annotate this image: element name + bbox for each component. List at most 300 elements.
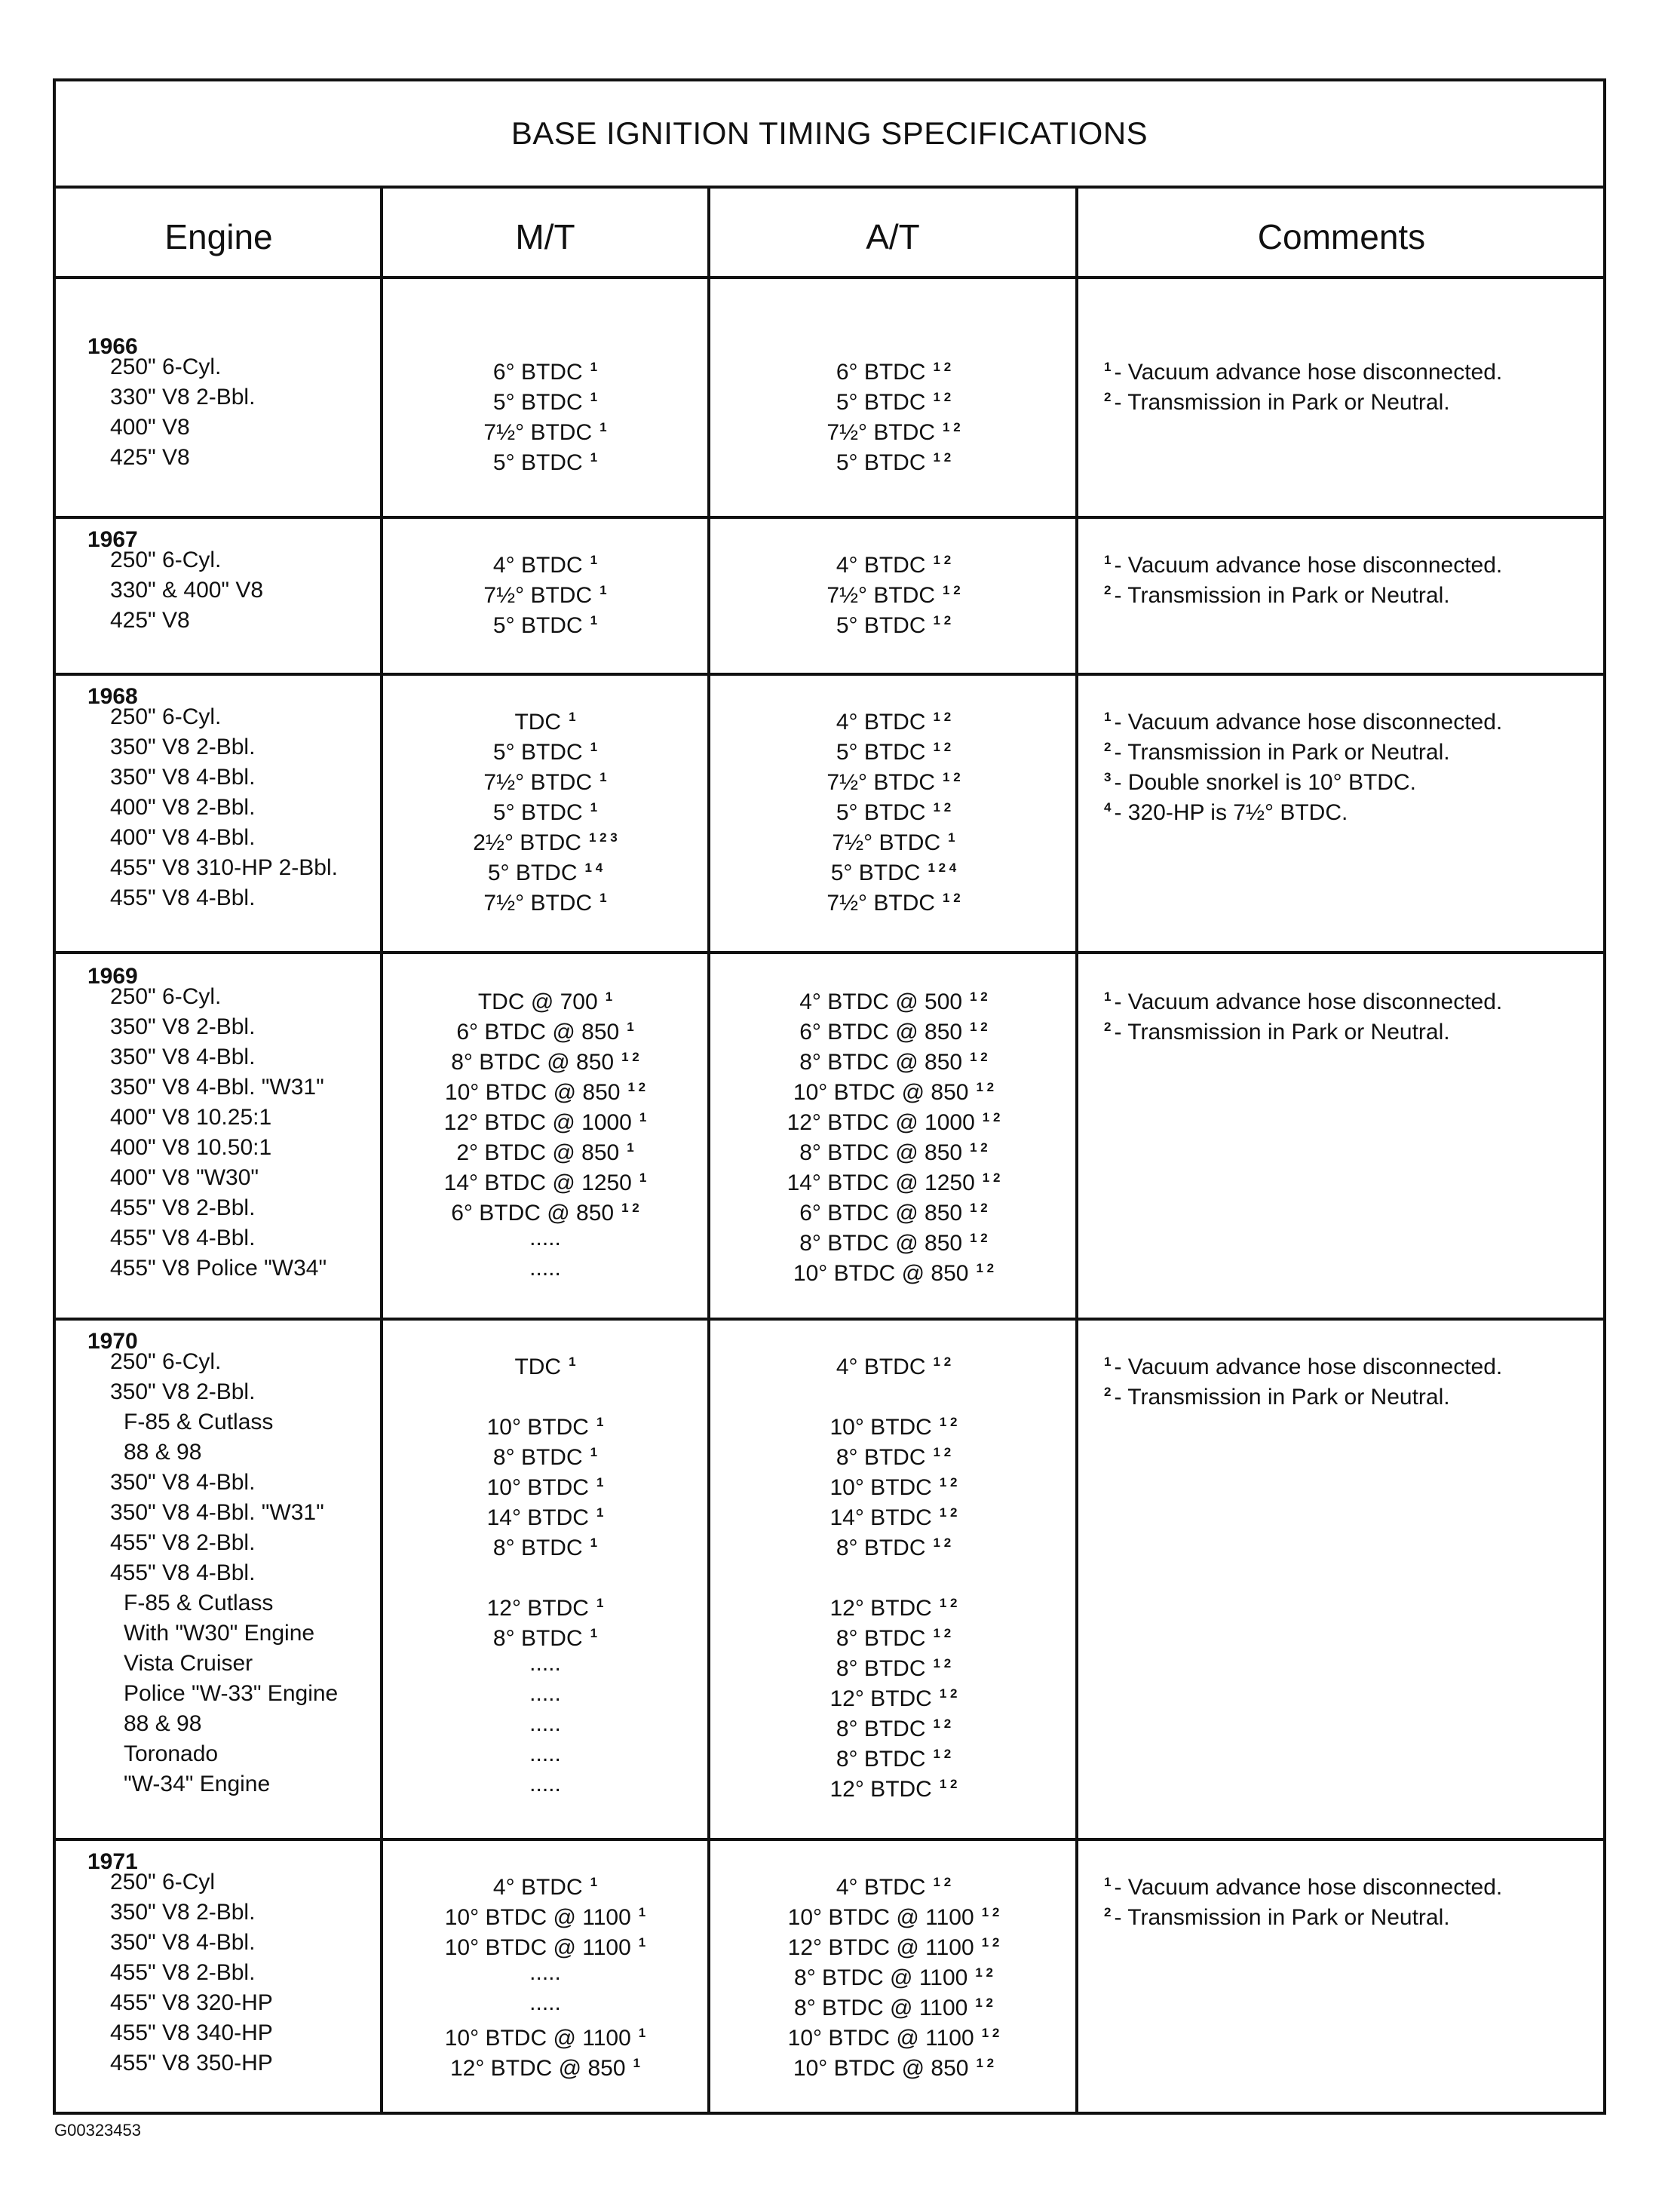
mt-value-row xyxy=(383,606,707,636)
year-label: 1971 xyxy=(87,1849,138,1874)
at-timing: 5° BTDC xyxy=(836,740,926,765)
at-timing: 12° BTDC xyxy=(829,1686,932,1711)
footnote-ref: 1 xyxy=(590,1875,598,1889)
mt-value-row xyxy=(383,1988,707,2018)
footnote-ref: 1 xyxy=(596,1475,604,1489)
at-value-row xyxy=(710,1163,1077,1193)
footnote-text: - Transmission in Park or Neutral. xyxy=(1114,1385,1450,1410)
engine-name: F-85 & Cutlass xyxy=(124,1591,274,1615)
mt-timing: 5° BTDC xyxy=(492,390,583,415)
footnote-ref: 1 2 xyxy=(982,1110,1001,1124)
mt-value-row xyxy=(383,762,707,793)
mt-value-row xyxy=(383,1163,707,1193)
engine-name: 350" V8 2-Bbl. xyxy=(110,1379,256,1404)
engine-name: 250" 6-Cyl xyxy=(110,1870,216,1894)
footnote-ref: 1 xyxy=(590,740,598,754)
mt-timing: 12° BTDC @ 850 xyxy=(449,2056,626,2081)
table-title: BASE IGNITION TIMING SPECIFICATIONS xyxy=(511,115,1148,151)
at-value-row xyxy=(710,545,1077,578)
footnote-ref: 1 xyxy=(599,770,607,784)
at-value-row xyxy=(710,1898,1077,1928)
at-value-row xyxy=(710,1867,1077,1898)
footnote-ref: 1 2 xyxy=(933,1445,952,1459)
comment-note xyxy=(1104,545,1503,578)
mt-value-row xyxy=(383,1223,707,1253)
footnote-text: - Transmission in Park or Neutral. xyxy=(1114,583,1450,608)
year-block-1968 xyxy=(56,676,1603,954)
engine-name: Vista Cruiser xyxy=(124,1651,253,1676)
mt-value-row xyxy=(383,702,707,735)
mt-timing: ..... xyxy=(529,1772,561,1796)
comment-note xyxy=(1104,1012,1502,1045)
mt-timing: TDC @ 700 xyxy=(477,989,598,1014)
mt-timing: 2½° BTDC xyxy=(473,830,581,855)
year-block-1969 xyxy=(56,954,1603,1321)
year-label: 1970 xyxy=(87,1329,138,1354)
at-timing: 5° BTDC xyxy=(830,861,921,885)
mt-timing: 6° BTDC @ 850 xyxy=(451,1201,615,1226)
footnote-ref: 1 xyxy=(627,1020,634,1034)
footnote-ref: 1 2 xyxy=(970,1231,988,1245)
at-timing: 14° BTDC xyxy=(829,1505,932,1530)
footnote-number: 2 xyxy=(1104,390,1112,404)
at-timing: 8° BTDC xyxy=(836,1717,926,1741)
mt-value-row xyxy=(383,1377,707,1407)
at-timing: 4° BTDC @ 500 xyxy=(799,989,963,1014)
at-timing: 6° BTDC @ 850 xyxy=(799,1020,963,1045)
engine-name: 350" V8 2-Bbl. xyxy=(110,1014,256,1039)
mt-timing: 2° BTDC @ 850 xyxy=(456,1140,620,1165)
at-value-row xyxy=(710,762,1077,793)
footnote-ref: 1 2 xyxy=(939,1686,958,1701)
at-value-row xyxy=(710,1928,1077,1958)
at-value-row xyxy=(710,1407,1077,1440)
at-value-row xyxy=(710,982,1077,1012)
engine-name: 350" V8 4-Bbl. xyxy=(110,765,256,790)
at-timing: 10° BTDC xyxy=(829,1415,932,1440)
footnote-text: - Transmission in Park or Neutral. xyxy=(1114,740,1450,765)
mt-value-row xyxy=(383,1193,707,1226)
footnote-ref: 1 2 xyxy=(933,1656,952,1671)
engine-name: F-85 & Cutlass xyxy=(124,1410,274,1434)
comment-list xyxy=(1104,352,1502,413)
comment-note xyxy=(1104,793,1502,823)
footnote-ref: 1 xyxy=(599,583,607,597)
mt-timing: 7½° BTDC xyxy=(483,583,593,608)
at-timing: 10° BTDC xyxy=(829,1475,932,1500)
mt-timing: 5° BTDC xyxy=(492,613,583,638)
at-timing: 8° BTDC @ 850 xyxy=(799,1050,963,1075)
at-list xyxy=(710,982,1077,1284)
engine-list xyxy=(87,982,327,1284)
footnote-text: - Vacuum advance hose disconnected. xyxy=(1114,1875,1503,1900)
footnote-ref: 1 xyxy=(627,1140,634,1155)
engine-name: 400" V8 10.50:1 xyxy=(110,1135,272,1160)
footnote-ref: 1 xyxy=(596,1505,604,1520)
at-value-row xyxy=(710,793,1077,823)
at-list xyxy=(710,545,1077,636)
at-timing: 7½° BTDC xyxy=(826,770,936,795)
mt-timing: 8° BTDC xyxy=(492,1536,583,1560)
at-timing: 5° BTDC xyxy=(836,450,926,475)
mt-timing: 10° BTDC @ 1100 xyxy=(444,2026,631,2051)
at-timing: 10° BTDC @ 1100 xyxy=(787,1905,974,1930)
engine-name: 250" 6-Cyl. xyxy=(110,1349,222,1374)
footnote-text: - Transmission in Park or Neutral. xyxy=(1114,390,1450,415)
engine-name: 425" V8 xyxy=(110,608,190,633)
mt-list xyxy=(383,1347,707,1799)
mt-timing: ..... xyxy=(529,1711,561,1736)
footnote-ref: 1 2 xyxy=(975,1996,993,2010)
engine-name: 455" V8 Police "W34" xyxy=(110,1256,327,1281)
engine-name: 350" V8 4-Bbl. xyxy=(110,1470,256,1495)
mt-value-row xyxy=(383,793,707,823)
at-timing: 8° BTDC @ 1100 xyxy=(794,1996,968,2020)
footnote-ref: 1 2 xyxy=(975,1965,993,1980)
footnote-ref: 1 xyxy=(599,420,607,434)
at-timing: 8° BTDC xyxy=(836,1536,926,1560)
mt-value-row xyxy=(383,2018,707,2051)
at-value-row xyxy=(710,1528,1077,1558)
engine-name: Police "W-33" Engine xyxy=(124,1681,339,1706)
at-value-row xyxy=(710,1133,1077,1163)
footnote-text: - Transmission in Park or Neutral. xyxy=(1114,1905,1450,1930)
mt-value-row xyxy=(383,1103,707,1133)
mt-value-row xyxy=(383,1588,707,1621)
at-value-row xyxy=(710,1498,1077,1528)
at-value-row xyxy=(710,1377,1077,1407)
comment-list xyxy=(1104,1867,1502,1928)
mt-value-row xyxy=(383,413,707,443)
at-value-row xyxy=(710,1193,1077,1226)
footnote-number: 2 xyxy=(1104,1905,1112,1919)
footnote-ref: 1 xyxy=(599,891,607,905)
year-block-1970 xyxy=(56,1321,1603,1841)
mt-value-row xyxy=(383,1042,707,1075)
footnote-ref: 1 2 xyxy=(933,710,952,724)
footnote-text: - Vacuum advance hose disconnected. xyxy=(1114,710,1503,735)
at-timing: 12° BTDC xyxy=(829,1777,932,1802)
year-block-1971 xyxy=(56,1841,1603,2118)
footnote-ref: 1 2 xyxy=(933,450,952,465)
at-timing: 10° BTDC @ 850 xyxy=(793,2056,969,2081)
footnote-ref: 1 2 xyxy=(976,1261,995,1275)
mt-value-row xyxy=(383,1437,707,1468)
engine-name: 455" V8 4-Bbl. xyxy=(110,1226,256,1250)
mt-list xyxy=(383,702,707,916)
mt-value-row xyxy=(383,732,707,765)
at-timing: 10° BTDC @ 850 xyxy=(793,1080,969,1105)
engine-name: 88 & 98 xyxy=(124,1440,202,1465)
footnote-ref: 1 2 xyxy=(982,1170,1001,1185)
footnote-number: 1 xyxy=(1104,553,1112,567)
footnote-ref: 1 2 xyxy=(943,583,961,597)
footnote-ref: 1 4 xyxy=(584,861,603,875)
comment-note xyxy=(1104,732,1502,765)
mt-timing: 5° BTDC xyxy=(492,740,583,765)
at-timing: 14° BTDC @ 1250 xyxy=(787,1170,975,1195)
footnote-ref: 1 2 xyxy=(933,1875,952,1889)
header-row xyxy=(56,189,1603,279)
comment-note xyxy=(1104,382,1502,413)
mt-timing: 12° BTDC xyxy=(486,1596,589,1621)
footnote-ref: 1 xyxy=(590,1626,598,1640)
engine-name: 400" V8 "W30" xyxy=(110,1165,259,1190)
footnote-ref: 1 2 xyxy=(939,1415,958,1429)
mt-list xyxy=(383,545,707,636)
footnote-ref: 1 2 xyxy=(943,420,961,434)
mt-timing: 5° BTDC xyxy=(492,450,583,475)
comment-list xyxy=(1104,545,1502,606)
footnote-ref: 1 2 xyxy=(970,989,988,1004)
footnote-number: 2 xyxy=(1104,740,1112,754)
at-timing: 6° BTDC @ 850 xyxy=(799,1201,963,1226)
at-timing: 8° BTDC xyxy=(836,1445,926,1470)
mt-value-row xyxy=(383,1958,707,1988)
at-value-row xyxy=(710,1769,1077,1802)
engine-list xyxy=(87,352,255,473)
mt-timing: 8° BTDC xyxy=(492,1445,583,1470)
engine-name: 88 & 98 xyxy=(124,1711,202,1736)
footnote-ref: 1 xyxy=(638,1935,646,1950)
footnote-number: 2 xyxy=(1104,1020,1112,1034)
mt-timing: ..... xyxy=(529,1990,561,2015)
mt-timing: 5° BTDC xyxy=(487,861,578,885)
mt-value-row xyxy=(383,1558,707,1588)
mt-timing: 14° BTDC xyxy=(486,1505,589,1530)
at-timing: 10° BTDC @ 1100 xyxy=(787,2026,974,2051)
footnote-ref: 1 xyxy=(590,800,598,815)
at-value-row xyxy=(710,443,1077,473)
mt-list xyxy=(383,982,707,1284)
column-divider xyxy=(380,189,383,2112)
footnote-number: 3 xyxy=(1104,770,1112,784)
footnote-ref: 1 2 xyxy=(939,1596,958,1610)
footnote-ref: 1 2 xyxy=(939,1505,958,1520)
engine-name: 455" V8 4-Bbl. xyxy=(110,885,256,910)
footnote-ref: 1 xyxy=(590,390,598,404)
footnote-ref: 1 xyxy=(638,2026,646,2040)
footnote-ref: 1 2 xyxy=(933,390,952,404)
engine-name: 250" 6-Cyl. xyxy=(110,704,222,729)
at-value-row xyxy=(710,1468,1077,1498)
year-block-1967 xyxy=(56,519,1603,676)
footnote-number: 1 xyxy=(1104,1355,1112,1369)
engine-name: 425" V8 xyxy=(110,445,190,470)
at-value-row xyxy=(710,1253,1077,1284)
engine-list xyxy=(87,702,338,913)
footnote-ref: 1 2 xyxy=(621,1201,639,1215)
engine-name: 400" V8 2-Bbl. xyxy=(110,795,256,820)
mt-value-row xyxy=(383,1867,707,1898)
footnote-ref: 1 xyxy=(596,1415,604,1429)
mt-value-row xyxy=(383,1072,707,1103)
at-value-row xyxy=(710,1223,1077,1256)
mt-timing: 7½° BTDC xyxy=(483,770,593,795)
mt-value-row xyxy=(383,1649,707,1679)
at-value-row xyxy=(710,2018,1077,2051)
engine-name: 350" V8 4-Bbl. xyxy=(110,1930,256,1955)
engine-name: 455" V8 310-HP 2-Bbl. xyxy=(110,855,338,880)
comment-note xyxy=(1104,1377,1502,1410)
engine-name: With "W30" Engine xyxy=(124,1621,315,1646)
footnote-text: - 320-HP is 7½° BTDC. xyxy=(1114,800,1348,825)
footnote-ref: 1 2 xyxy=(933,1626,952,1640)
footnote-ref: 1 2 xyxy=(933,800,952,815)
footnote-ref: 1 2 xyxy=(943,770,961,784)
footnote-number: 1 xyxy=(1104,360,1112,374)
footnote-ref: 1 2 xyxy=(981,1905,1000,1919)
engine-name: 350" V8 2-Bbl. xyxy=(110,1900,256,1925)
mt-value-row xyxy=(383,1769,707,1799)
header-at: A/T xyxy=(866,217,920,256)
at-timing: 8° BTDC xyxy=(836,1747,926,1772)
engine-list xyxy=(87,545,263,636)
at-timing: 5° BTDC xyxy=(836,800,926,825)
mt-value-row xyxy=(383,545,707,578)
footnote-ref: 1 2 xyxy=(939,1475,958,1489)
at-value-row xyxy=(710,575,1077,606)
mt-timing: ..... xyxy=(529,1960,561,1985)
mt-value-row xyxy=(383,382,707,413)
engine-name: 400" V8 4-Bbl. xyxy=(110,825,256,850)
mt-value-row xyxy=(383,352,707,385)
mt-timing: 10° BTDC xyxy=(486,1415,589,1440)
footnote-ref: 1 xyxy=(569,1355,576,1369)
mt-timing: ..... xyxy=(529,1226,561,1250)
engine-name: 400" V8 xyxy=(110,415,190,440)
mt-value-row xyxy=(383,1618,707,1649)
footnote-text: - Transmission in Park or Neutral. xyxy=(1114,1020,1450,1045)
engine-name: 250" 6-Cyl. xyxy=(110,354,222,379)
engine-name: 350" V8 2-Bbl. xyxy=(110,735,256,759)
mt-value-row xyxy=(383,1898,707,1928)
mt-timing: 6° BTDC xyxy=(492,360,583,385)
header-mt: M/T xyxy=(515,217,575,256)
at-timing: 8° BTDC @ 1100 xyxy=(794,1965,968,1990)
mt-timing: 5° BTDC xyxy=(492,800,583,825)
at-timing: 6° BTDC xyxy=(836,360,926,385)
footnote-ref: 1 2 xyxy=(970,1020,988,1034)
footnote-number: 2 xyxy=(1104,583,1112,597)
footnote-ref: 1 2 xyxy=(627,1080,646,1094)
engine-name: 350" V8 4-Bbl. "W31" xyxy=(110,1075,324,1100)
engine-name: 250" 6-Cyl. xyxy=(110,984,222,1009)
at-timing: 4° BTDC xyxy=(836,553,926,578)
at-value-row xyxy=(710,1437,1077,1468)
footnote-ref: 1 2 xyxy=(943,891,961,905)
at-timing: 12° BTDC @ 1100 xyxy=(787,1935,974,1960)
mt-timing: 10° BTDC xyxy=(486,1475,589,1500)
at-timing: 7½° BTDC xyxy=(826,583,936,608)
mt-timing: 4° BTDC xyxy=(492,553,583,578)
engine-name: "W-34" Engine xyxy=(124,1772,271,1796)
engine-name: 455" V8 320-HP xyxy=(110,1990,273,2015)
at-timing: 5° BTDC xyxy=(836,390,926,415)
at-value-row xyxy=(710,732,1077,765)
at-value-row xyxy=(710,1679,1077,1709)
footnote-ref: 1 2 xyxy=(933,1536,952,1550)
mt-timing: 14° BTDC @ 1250 xyxy=(443,1170,632,1195)
engine-list xyxy=(87,1347,338,1799)
engine-name: 330" & 400" V8 xyxy=(110,578,264,603)
footnote-ref: 1 xyxy=(638,1905,646,1919)
mt-timing: 7½° BTDC xyxy=(483,420,593,445)
footnote-ref: 1 2 xyxy=(933,613,952,627)
mt-value-row xyxy=(383,883,707,916)
mt-value-row xyxy=(383,1528,707,1558)
footnote-text: - Vacuum advance hose disconnected. xyxy=(1114,1355,1503,1379)
footnote-number: 1 xyxy=(1104,989,1112,1004)
footnote-ref: 1 2 xyxy=(976,1080,995,1094)
at-timing: 12° BTDC @ 1000 xyxy=(787,1110,975,1135)
comment-note xyxy=(1104,575,1502,606)
footnote-ref: 1 xyxy=(569,710,576,724)
footnote-ref: 1 2 xyxy=(981,1935,1000,1950)
comment-note xyxy=(1104,1898,1502,1928)
footnote-ref: 1 xyxy=(590,450,598,465)
at-timing: 8° BTDC xyxy=(836,1626,926,1651)
at-timing: 10° BTDC @ 850 xyxy=(793,1261,969,1286)
mt-value-row xyxy=(383,2048,707,2079)
at-value-row xyxy=(710,1649,1077,1679)
mt-timing: 10° BTDC @ 850 xyxy=(444,1080,621,1105)
at-value-row xyxy=(710,1709,1077,1739)
at-value-row xyxy=(710,1558,1077,1588)
at-list xyxy=(710,1347,1077,1802)
at-value-row xyxy=(710,1012,1077,1045)
mt-list xyxy=(383,1867,707,2079)
mt-value-row xyxy=(383,1012,707,1045)
year-label: 1968 xyxy=(87,684,138,709)
mt-timing: 8° BTDC @ 850 xyxy=(451,1050,615,1075)
comment-note xyxy=(1104,352,1503,385)
footnote-ref: 1 xyxy=(590,360,598,374)
at-timing: 4° BTDC xyxy=(836,1875,926,1900)
footnote-ref: 1 2 xyxy=(933,360,952,374)
title-row xyxy=(56,81,1603,189)
comment-list xyxy=(1104,702,1502,823)
footnote-ref: 1 2 xyxy=(933,1355,952,1369)
engine-name: 330" V8 2-Bbl. xyxy=(110,385,256,410)
engine-name: 455" V8 350-HP xyxy=(110,2051,273,2075)
mt-timing: 10° BTDC @ 1100 xyxy=(444,1935,631,1960)
mt-value-row xyxy=(383,1253,707,1284)
engine-name: 350" V8 4-Bbl. xyxy=(110,1045,256,1069)
mt-value-row xyxy=(383,1739,707,1769)
footnote-ref: 1 xyxy=(590,1536,598,1550)
footnote-ref: 1 2 xyxy=(976,2056,995,2070)
at-timing: 5° BTDC xyxy=(836,613,926,638)
mt-value-row xyxy=(383,1928,707,1958)
column-divider xyxy=(707,189,710,2112)
mt-timing: ..... xyxy=(529,1681,561,1706)
footnote-ref: 1 xyxy=(605,989,613,1004)
mt-timing: ..... xyxy=(529,1741,561,1766)
comment-note xyxy=(1104,1347,1502,1377)
at-value-row xyxy=(710,382,1077,413)
at-timing: 8° BTDC @ 850 xyxy=(799,1140,963,1165)
footnote-ref: 1 xyxy=(633,2056,640,2070)
spec-table xyxy=(53,78,1606,2115)
comment-note xyxy=(1104,982,1502,1012)
comment-note xyxy=(1104,1867,1502,1898)
at-value-row xyxy=(710,823,1077,853)
engine-name: 250" 6-Cyl. xyxy=(110,548,222,572)
comment-list xyxy=(1104,1347,1503,1410)
engine-list xyxy=(87,1867,273,2079)
footnote-ref: 1 2 3 xyxy=(588,830,618,845)
